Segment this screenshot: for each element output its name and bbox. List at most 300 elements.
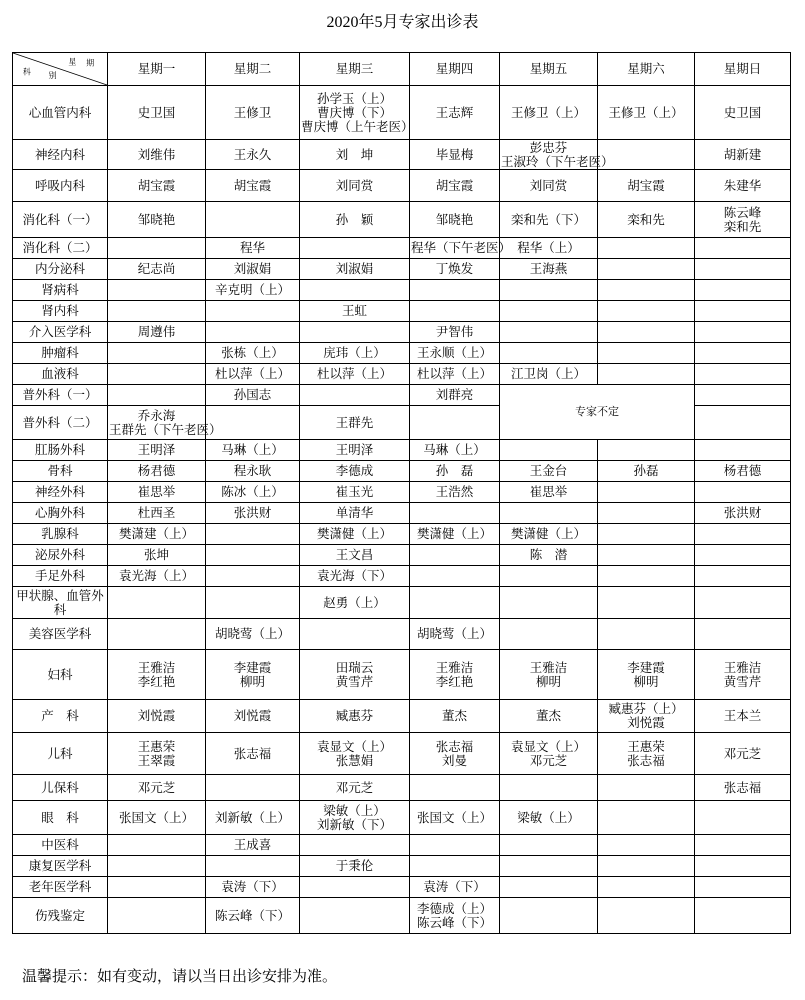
schedule-cell: [500, 700, 598, 733]
schedule-cell: [598, 280, 695, 301]
day-header: 星期五: [500, 53, 598, 86]
doctor-name: 杜以萍（上）: [316, 366, 392, 381]
schedule-cell: [108, 733, 206, 775]
doctor-name: 李德成（上）: [416, 900, 492, 916]
doctor-name: 王明泽: [137, 442, 176, 457]
corner-label: 别: [48, 71, 57, 81]
schedule-cell: [108, 322, 206, 343]
doctor-name: 王惠荣: [627, 738, 665, 754]
doctor-name: 邹晓艳: [137, 211, 176, 227]
doctor-name: 王明泽: [335, 442, 374, 457]
schedule-cell: [410, 482, 500, 503]
department-cell: 眼 科: [13, 801, 108, 835]
schedule-cell: [500, 238, 598, 259]
doctor-name: 江卫岗（上）: [510, 366, 586, 381]
department-cell: 肛肠外科: [13, 440, 108, 461]
table-row: [13, 343, 791, 364]
department-cell: 妇科: [13, 650, 108, 700]
schedule-cell: [108, 140, 206, 170]
table-row: [13, 170, 791, 202]
corner-label: 星: [68, 57, 77, 67]
doctor-name: 邓元芝: [529, 752, 568, 768]
schedule-cell: [300, 898, 410, 934]
schedule-cell: [300, 877, 410, 898]
department-cell: 呼吸内科: [13, 170, 108, 202]
doctor-name: 朱建华: [723, 177, 762, 193]
schedule-cell: [500, 566, 598, 587]
doctor-name: 邓元芝: [335, 779, 374, 795]
schedule-cell: [598, 650, 695, 700]
department-cell: 中医科: [13, 835, 108, 856]
doctor-name: 董杰: [535, 708, 561, 723]
doctor-name: 柳明: [633, 673, 659, 689]
page-title: 2020年5月专家出诊表: [326, 14, 479, 31]
doctor-name: 董杰: [441, 708, 467, 723]
schedule-cell: [410, 587, 500, 619]
schedule-cell: [300, 650, 410, 700]
doctor-name: 程华（上）: [517, 240, 580, 255]
doctor-name: 刘同赏: [335, 177, 374, 193]
schedule-cell: [206, 238, 300, 259]
schedule-cell: [410, 301, 500, 322]
doctor-name: 王惠荣: [137, 738, 176, 754]
schedule-cell: [695, 385, 791, 406]
day-header: 星期一: [108, 53, 206, 86]
schedule-cell: [300, 856, 410, 877]
table-row: [13, 700, 791, 733]
table-row: [13, 545, 791, 566]
schedule-cell: [206, 140, 300, 170]
schedule-cell: [500, 545, 598, 566]
schedule-cell: [300, 482, 410, 503]
schedule-cell: [108, 619, 206, 650]
schedule-cell: [598, 545, 695, 566]
schedule-cell: [206, 733, 300, 775]
department-cell: 骨科: [13, 461, 108, 482]
schedule-cell: [598, 259, 695, 280]
department-cell: 儿保科: [13, 775, 108, 801]
schedule-cell: [598, 461, 695, 482]
doctor-name: 张志福: [627, 752, 665, 768]
schedule-cell: [410, 202, 500, 238]
schedule-cell: [695, 440, 791, 461]
schedule-cell: [500, 86, 598, 140]
doctor-name: 张志福: [233, 745, 272, 761]
doctor-name: 赵勇（上）: [323, 594, 386, 610]
schedule-cell: [206, 482, 300, 503]
schedule-cell: [695, 566, 791, 587]
doctor-name: 彭忠芬: [529, 139, 568, 155]
schedule-cell: [410, 524, 500, 545]
schedule-cell: [206, 700, 300, 733]
schedule-cell: [598, 440, 695, 461]
schedule-cell: [108, 545, 206, 566]
doctor-name: 杜西圣: [137, 505, 176, 520]
department-cell: 乳腺科: [13, 524, 108, 545]
schedule-cell: [695, 835, 791, 856]
schedule-cell: [500, 202, 598, 238]
schedule-cell: [695, 775, 791, 801]
day-header: 星期日: [695, 53, 791, 86]
schedule-cell: [206, 364, 300, 385]
doctor-name: 刘悦霞: [233, 708, 272, 723]
schedule-cell: [598, 619, 695, 650]
schedule-cell: [598, 775, 695, 801]
department-cell: 手足外科: [13, 566, 108, 587]
schedule-cell: [410, 877, 500, 898]
doctor-name: 王文昌: [335, 547, 374, 562]
doctor-name: 丁焕发: [435, 261, 474, 276]
doctor-name: 杨君德: [723, 463, 762, 478]
doctor-name: 刘悦霞: [137, 708, 176, 723]
schedule-cell: [300, 406, 410, 440]
schedule-cell: [300, 835, 410, 856]
schedule-cell: [695, 406, 791, 440]
schedule-cell: [410, 86, 500, 140]
schedule-cell: [500, 856, 598, 877]
schedule-cell: [300, 566, 410, 587]
schedule-cell: [410, 566, 500, 587]
schedule-cell: [300, 280, 410, 301]
schedule-cell: [500, 259, 598, 280]
schedule-cell: [108, 170, 206, 202]
schedule-cell: [598, 856, 695, 877]
doctor-name: 樊潇健（上）: [416, 526, 492, 541]
doctor-name: 黄雪芹: [723, 673, 762, 689]
schedule-cell: [598, 202, 695, 238]
corner-label: 科: [22, 67, 31, 77]
schedule-cell: [500, 801, 598, 835]
schedule-cell: [300, 385, 410, 406]
doctor-name: 孙学玉（上）: [316, 90, 392, 106]
schedule-cell: [695, 343, 791, 364]
schedule-cell: [108, 406, 222, 440]
doctor-name: 王雅洁: [435, 659, 474, 675]
schedule-cell: [410, 650, 500, 700]
schedule-cell: [108, 898, 206, 934]
doctor-name: 梁敏（上）: [323, 802, 386, 818]
schedule-cell: [300, 619, 410, 650]
table-row: [13, 566, 791, 587]
schedule-cell: [410, 259, 500, 280]
schedule-cell: [300, 238, 410, 259]
doctor-name: 柳明: [535, 673, 561, 689]
schedule-cell: [598, 801, 695, 835]
doctor-name: 袁涛（下）: [423, 879, 486, 894]
department-cell: 肾内科: [13, 301, 108, 322]
schedule-cell: [300, 524, 410, 545]
schedule-cell: [206, 202, 300, 238]
doctor-name: 刘 坤: [335, 146, 374, 162]
schedule-cell: [500, 322, 598, 343]
department-cell: 甲状腺、血管外科: [13, 587, 108, 619]
schedule-cell: [300, 202, 410, 238]
schedule-cell: [598, 482, 695, 503]
doctor-name: 王修卫（上）: [510, 104, 586, 120]
schedule-cell: [598, 835, 695, 856]
schedule-cell: [695, 619, 791, 650]
doctor-name: 毕显梅: [435, 146, 474, 162]
doctor-name: 王海燕: [529, 261, 568, 276]
doctor-name: 王翠霞: [137, 752, 176, 768]
schedule-cell: [206, 566, 300, 587]
doctor-name: 陈冰（上）: [221, 484, 284, 499]
schedule-cell: [500, 343, 598, 364]
schedule-cell: [300, 86, 414, 140]
doctor-name: 王修卫: [233, 104, 272, 120]
doctor-name: 周遵伟: [137, 324, 176, 339]
schedule-cell: [108, 86, 206, 140]
table-row: [13, 86, 791, 140]
schedule-cell: [206, 619, 300, 650]
doctor-name: 于秉伦: [335, 858, 374, 873]
doctor-name: 袁涛（下）: [221, 879, 284, 894]
schedule-cell: [695, 301, 791, 322]
doctor-name: 邓元芝: [137, 779, 176, 795]
schedule-cell: [500, 877, 598, 898]
doctor-name: 王淑玲（下午老医）: [501, 153, 614, 169]
corner-label: 期: [86, 58, 95, 68]
schedule-cell: [695, 322, 791, 343]
schedule-cell: [300, 140, 410, 170]
doctor-name: 陈 潜: [529, 547, 568, 562]
schedule-cell: [500, 440, 598, 461]
table-row: [13, 280, 791, 301]
schedule-cell: [695, 259, 791, 280]
schedule-cell: [300, 545, 410, 566]
department-cell: 伤残鉴定: [13, 898, 108, 934]
table-row: [13, 898, 791, 934]
schedule-cell: [410, 170, 500, 202]
schedule-cell: [598, 700, 695, 733]
doctor-name: 纪志尚: [137, 261, 176, 276]
department-cell: 消化科（二）: [13, 238, 108, 259]
doctor-name: 刘同赏: [529, 177, 568, 193]
doctor-name: 程永耿: [233, 463, 272, 478]
doctor-name: 尹智伟: [435, 324, 474, 339]
table-row: [13, 238, 791, 259]
department-cell: 内分泌科: [13, 259, 108, 280]
schedule-cell: [598, 322, 695, 343]
doctor-name: 臧惠芬（上）: [608, 701, 684, 716]
doctor-name: 史卫国: [723, 104, 762, 120]
schedule-cell: [108, 364, 206, 385]
schedule-cell: [206, 545, 300, 566]
schedule-cell: [410, 385, 500, 406]
schedule-cell: [206, 461, 300, 482]
day-header: 星期二: [206, 53, 300, 86]
doctor-name: 马琳（上）: [423, 442, 486, 457]
schedule-cell: [206, 322, 300, 343]
day-header: 星期三: [300, 53, 410, 86]
schedule-cell: [410, 140, 500, 170]
doctor-name: 张洪财: [233, 505, 272, 520]
doctor-name: 田瑞云: [335, 659, 374, 675]
table-row: [13, 202, 791, 238]
department-cell: 神经外科: [13, 482, 108, 503]
doctor-name: 王本兰: [723, 708, 762, 723]
department-cell: 美容医学科: [13, 619, 108, 650]
schedule-cell: [410, 461, 500, 482]
department-cell: 儿科: [13, 733, 108, 775]
doctor-name: 王群先: [335, 414, 374, 430]
schedule-cell: [695, 482, 791, 503]
schedule-cell: [695, 587, 791, 619]
schedule-cell: [206, 801, 300, 835]
schedule-cell: [410, 238, 512, 259]
schedule-cell: [410, 700, 500, 733]
schedule-cell: [695, 364, 791, 385]
schedule-cell: [695, 170, 791, 202]
schedule-cell: [206, 856, 300, 877]
doctor-name: 史卫国: [137, 104, 176, 120]
table-row: [13, 733, 791, 775]
tip-note: 温馨提示：如有变动，请以当日出诊安排为准。: [22, 967, 338, 985]
schedule-cell: [206, 650, 300, 700]
table-row: [13, 856, 791, 877]
department-cell: 产 科: [13, 700, 108, 733]
schedule-cell: [500, 733, 598, 775]
schedule-cell: [300, 733, 410, 775]
schedule-cell: [108, 566, 206, 587]
schedule-cell: [500, 170, 598, 202]
schedule-cell: [410, 898, 500, 934]
doctor-name: 邹晓艳: [435, 211, 474, 227]
schedule-cell: [500, 503, 598, 524]
corner-diagonal: [13, 53, 107, 85]
doctor-name: 王金台: [529, 463, 568, 478]
schedule-cell: [206, 280, 300, 301]
table-row: [13, 440, 791, 461]
schedule-table: [12, 52, 791, 934]
schedule-cell: [500, 301, 598, 322]
doctor-name: 杜以萍（上）: [214, 366, 290, 381]
department-cell: 心胸外科: [13, 503, 108, 524]
schedule-cell: [500, 461, 598, 482]
schedule-cell: [500, 650, 598, 700]
doctor-name: 庑玮（上）: [323, 345, 386, 360]
doctor-name: 张慧娟: [335, 752, 374, 768]
schedule-cell: [300, 259, 410, 280]
schedule-cell: [695, 877, 791, 898]
table-row: [13, 619, 791, 650]
doctor-name: 刘群亮: [435, 387, 474, 402]
schedule-cell: [598, 898, 695, 934]
doctor-name: 陈云峰（下）: [214, 907, 290, 923]
schedule-cell: [206, 775, 300, 801]
schedule-cell: [300, 322, 410, 343]
table-row: [13, 461, 791, 482]
table-row: [13, 524, 791, 545]
schedule-cell: [695, 700, 791, 733]
doctor-name: 刘曼: [441, 752, 467, 768]
table-row: [13, 259, 791, 280]
schedule-cell: [206, 385, 300, 406]
doctor-name: 王雅洁: [529, 659, 568, 675]
doctor-name: 王永久: [233, 146, 272, 162]
corner-cell: [13, 53, 108, 86]
schedule-cell: [695, 801, 791, 835]
schedule-cell: [410, 343, 500, 364]
schedule-cell: [410, 322, 500, 343]
doctor-name: 曹庆博（上午老医）: [301, 118, 414, 134]
doctor-name: 孙国志: [233, 387, 272, 402]
schedule-cell: [108, 587, 206, 619]
doctor-name: 乔永海: [137, 407, 176, 423]
doctor-name: 张栋（上）: [221, 345, 284, 360]
doctor-name: 孙磊: [633, 463, 659, 478]
doctor-name: 杨君德: [137, 463, 176, 478]
doctor-name: 刘维伟: [137, 146, 176, 162]
schedule-cell: [598, 733, 695, 775]
schedule-cell: [206, 898, 300, 934]
schedule-cell: [598, 877, 695, 898]
department-cell: 康复医学科: [13, 856, 108, 877]
doctor-name: 张坤: [143, 547, 169, 562]
schedule-cell: [695, 202, 791, 238]
department-cell: 血液科: [13, 364, 108, 385]
schedule-cell: [206, 503, 300, 524]
doctor-name: 李红艳: [137, 673, 176, 689]
schedule-cell: [598, 503, 695, 524]
schedule-cell: [598, 364, 695, 385]
schedule-cell: [410, 801, 500, 835]
doctor-name: 袁光海（上）: [118, 568, 194, 583]
schedule-cell: [108, 202, 206, 238]
schedule-cell: [500, 587, 598, 619]
doctor-name: 陈云峰（下）: [416, 914, 492, 930]
doctor-name: 胡宝霞: [627, 177, 665, 193]
doctor-name: 李建霞: [627, 659, 665, 675]
table-row: [13, 364, 791, 385]
doctor-name: 陈云峰: [723, 204, 762, 220]
doctor-name: 曹庆博（下）: [316, 104, 392, 120]
doctor-name: 李建霞: [233, 659, 272, 675]
header-row: [13, 53, 791, 86]
schedule-cell: [500, 898, 598, 934]
table-row: [13, 385, 791, 406]
schedule-cell: [206, 170, 300, 202]
table-row: [13, 503, 791, 524]
doctor-name: 孙 颖: [335, 211, 374, 227]
table-row: [13, 801, 791, 835]
doctor-name: 张洪财: [723, 505, 762, 520]
schedule-cell: [695, 856, 791, 877]
doctor-name: 栾和先: [723, 218, 762, 234]
doctor-name: 王群先（下午老医）: [109, 421, 222, 437]
doctor-name: 樊潇健（上）: [316, 526, 392, 541]
department-cell: 肿瘤科: [13, 343, 108, 364]
doctor-name: 栾和先（下）: [510, 211, 586, 227]
department-cell: 普外科（一）: [13, 385, 108, 406]
schedule-cell: [300, 775, 410, 801]
schedule-cell: [410, 619, 500, 650]
schedule-cell: [108, 301, 206, 322]
doctor-name: 胡宝霞: [137, 177, 176, 193]
doctor-name: 崔思举: [137, 484, 176, 499]
schedule-cell: [300, 440, 410, 461]
table-row: [13, 775, 791, 801]
schedule-cell: [300, 461, 410, 482]
schedule-cell: [598, 170, 695, 202]
schedule-cell: [695, 238, 791, 259]
schedule-cell: [108, 280, 206, 301]
schedule-cell: [300, 343, 410, 364]
schedule-cell: [500, 524, 598, 545]
doctor-name: 张国文（上）: [416, 809, 492, 825]
doctor-name: 张志福: [723, 779, 762, 795]
doctor-name: 王永顺（上）: [416, 345, 492, 360]
